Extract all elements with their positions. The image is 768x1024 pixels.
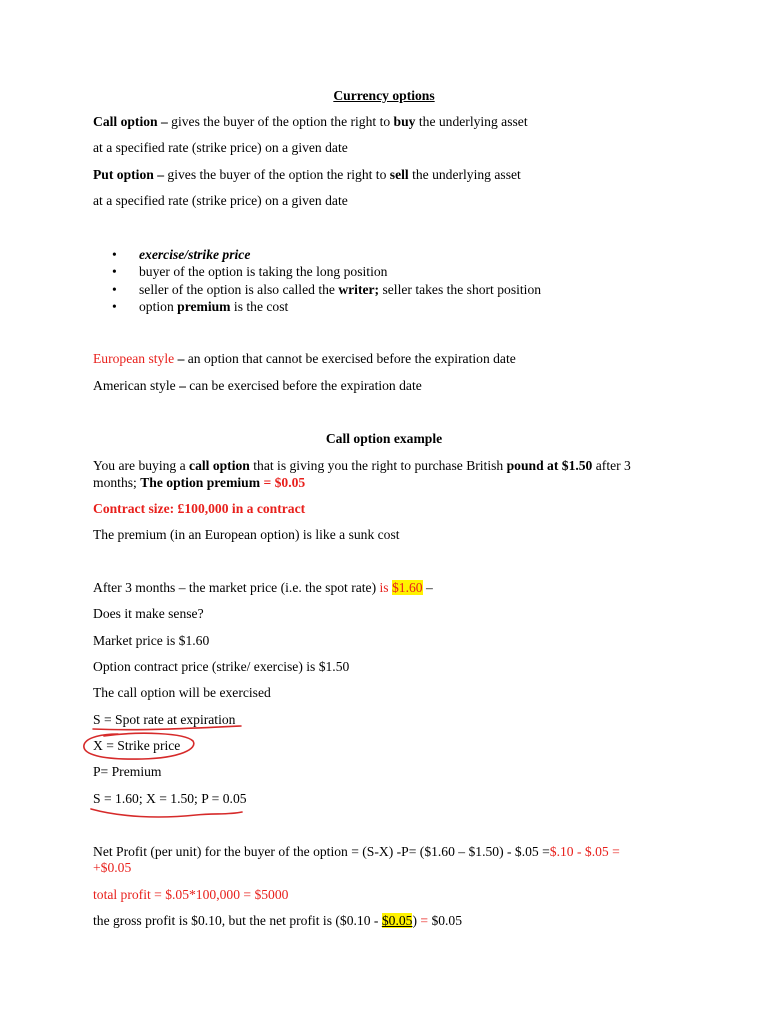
contract-size: Contract size: £100,000 in a contract — [93, 501, 306, 516]
example-line-2: months; The option premium = $0.05 — [93, 475, 306, 490]
contract-price: Option contract price (strike/ exercise) is $1.50 — [93, 659, 350, 674]
example-line-1: You are buying a call option that is giving you the right to purchase British pound at $1.50 after 3 — [93, 458, 631, 473]
strike-price-definition: X = Strike price — [93, 738, 181, 753]
put-option-definition-line2: at a specified rate (strike price) on a given date — [93, 193, 348, 208]
premium-definition: P= Premium — [93, 764, 162, 779]
after-three-months: After 3 months – the market price (i.e. the spot rate) is $1.60 – — [93, 580, 433, 595]
net-profit-line-1: Net Profit (per unit) for the buyer of the option = (S-X) -P= ($1.60 – $1.50) - $.05 =$.10 - $.05 = — [93, 844, 620, 859]
list-item: • buyer of the option is taking the long position — [112, 263, 541, 280]
gross-vs-net-profit: the gross profit is $0.10, but the net profit is ($0.10 - $0.05) = $0.05 — [93, 913, 463, 928]
european-style-definition: European style – an option that cannot be exercised before the expiration date — [93, 351, 516, 366]
market-price: Market price is $1.60 — [93, 633, 210, 648]
example-heading: Call option example — [325, 431, 443, 446]
question: Does it make sense? — [93, 606, 204, 621]
net-profit-line-2: +$0.05 — [93, 860, 132, 875]
underline-variable-values — [91, 809, 242, 817]
total-profit: total profit = $.05*100,000 = $5000 — [93, 887, 289, 902]
sunk-cost-note: The premium (in an European option) is like a sunk cost — [93, 527, 400, 542]
page-title: Currency options — [333, 88, 435, 103]
put-option-definition: Put option – gives the buyer of the option the right to sell the underlying asset — [93, 167, 521, 182]
list-item: • seller of the option is also called the writer; seller takes the short position — [112, 281, 541, 298]
call-option-definition-line2: at a specified rate (strike price) on a given date — [93, 140, 348, 155]
spot-rate-definition: S = Spot rate at expiration — [93, 712, 236, 727]
list-item: • exercise/strike price — [112, 246, 541, 263]
american-style-definition: American style – can be exercised before the expiration date — [93, 378, 422, 393]
list-item: • option premium is the cost — [112, 298, 541, 315]
exercise-conclusion: The call option will be exercised — [93, 685, 271, 700]
variable-values: S = 1.60; X = 1.50; P = 0.05 — [93, 791, 247, 806]
bullet-list — [112, 246, 541, 316]
call-option-definition: Call option – gives the buyer of the option the right to buy the underlying asset — [93, 114, 528, 129]
